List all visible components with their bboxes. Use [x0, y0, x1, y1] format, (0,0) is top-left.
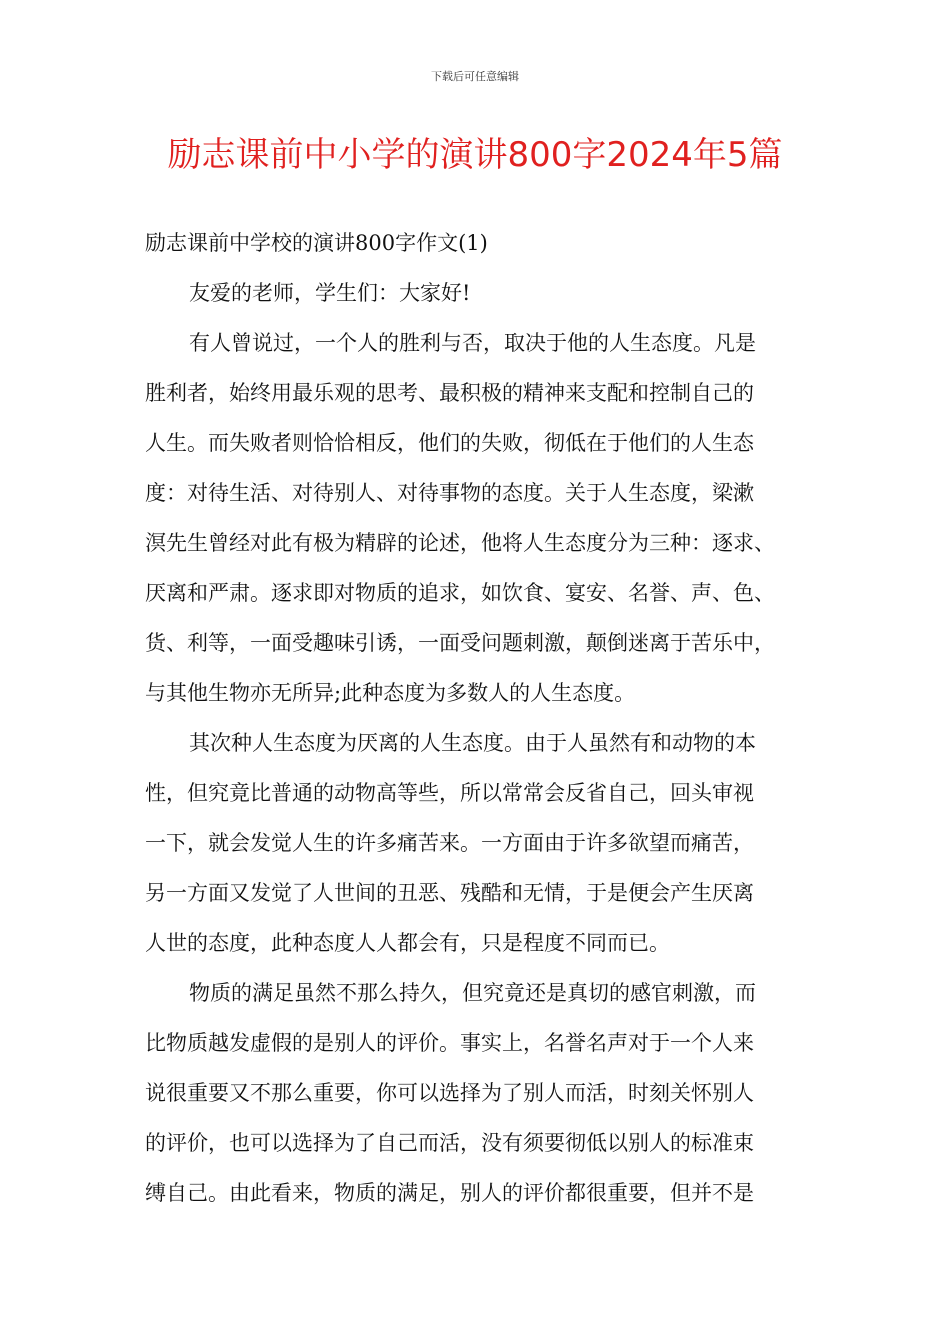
paragraph	[145, 318, 805, 718]
paragraph-line: 另一方面又发觉了人世间的丑恶、残酷和无情，于是便会产生厌离	[145, 881, 754, 905]
paragraph-line: 厌离和严肃。逐求即对物质的追求，如饮食、宴安、名誉、声、色、	[145, 581, 775, 605]
header-note: 下载后可任意编辑	[431, 70, 519, 83]
paragraph-line: 胜利者，始终用最乐观的思考、最积极的精神来支配和控制自己的	[145, 381, 754, 405]
paragraph	[145, 718, 805, 968]
paragraph	[145, 268, 805, 318]
paragraph-line: 缚自己。由此看来，物质的满足，别人的评价都很重要，但并不是	[145, 1181, 754, 1205]
paragraph-line: 溟先生曾经对此有极为精辟的论述，他将人生态度分为三种：逐求、	[145, 531, 775, 555]
paragraph-line: 与其他生物亦无所异;此种态度为多数人的人生态度。	[145, 681, 636, 705]
paragraph	[145, 968, 805, 1218]
paragraph-line: 友爱的老师，学生们：大家好!	[189, 281, 471, 305]
paragraph-line: 的评价，也可以选择为了自己而活，没有须要彻低以别人的标准束	[145, 1131, 754, 1155]
paragraph-line: 有人曾说过，一个人的胜利与否，取决于他的人生态度。凡是	[189, 331, 756, 355]
paragraph-line: 性，但究竟比普通的动物高等些，所以常常会反省自己，回头审视	[145, 781, 754, 805]
paragraph-line: 比物质越发虚假的是别人的评价。事实上，名誉名声对于一个人来	[145, 1031, 754, 1055]
document-title: 励志课前中小学的演讲800字2024年5篇	[167, 135, 783, 175]
paragraph-line: 物质的满足虽然不那么持久，但究竟还是真切的感官刺激，而	[189, 981, 756, 1005]
section-subtitle: 励志课前中学校的演讲800字作文(1)	[145, 231, 488, 255]
paragraph-line: 其次种人生态度为厌离的人生态度。由于人虽然有和动物的本	[189, 731, 756, 755]
paragraph-line: 一下，就会发觉人生的许多痛苦来。一方面由于许多欲望而痛苦，	[145, 831, 754, 855]
paragraph-line: 货、利等，一面受趣味引诱，一面受问题刺激，颠倒迷离于苦乐中，	[145, 631, 775, 655]
paragraph-line: 说很重要又不那么重要，你可以选择为了别人而活，时刻关怀别人	[145, 1081, 754, 1105]
paragraph-line: 人生。而失败者则恰恰相反，他们的失败，彻低在于他们的人生态	[145, 431, 754, 455]
paragraph-line: 度：对待生活、对待别人、对待事物的态度。关于人生态度，梁漱	[145, 481, 754, 505]
document-body	[145, 218, 805, 1218]
paragraph-line: 人世的态度，此种态度人人都会有，只是程度不同而已。	[145, 931, 670, 955]
